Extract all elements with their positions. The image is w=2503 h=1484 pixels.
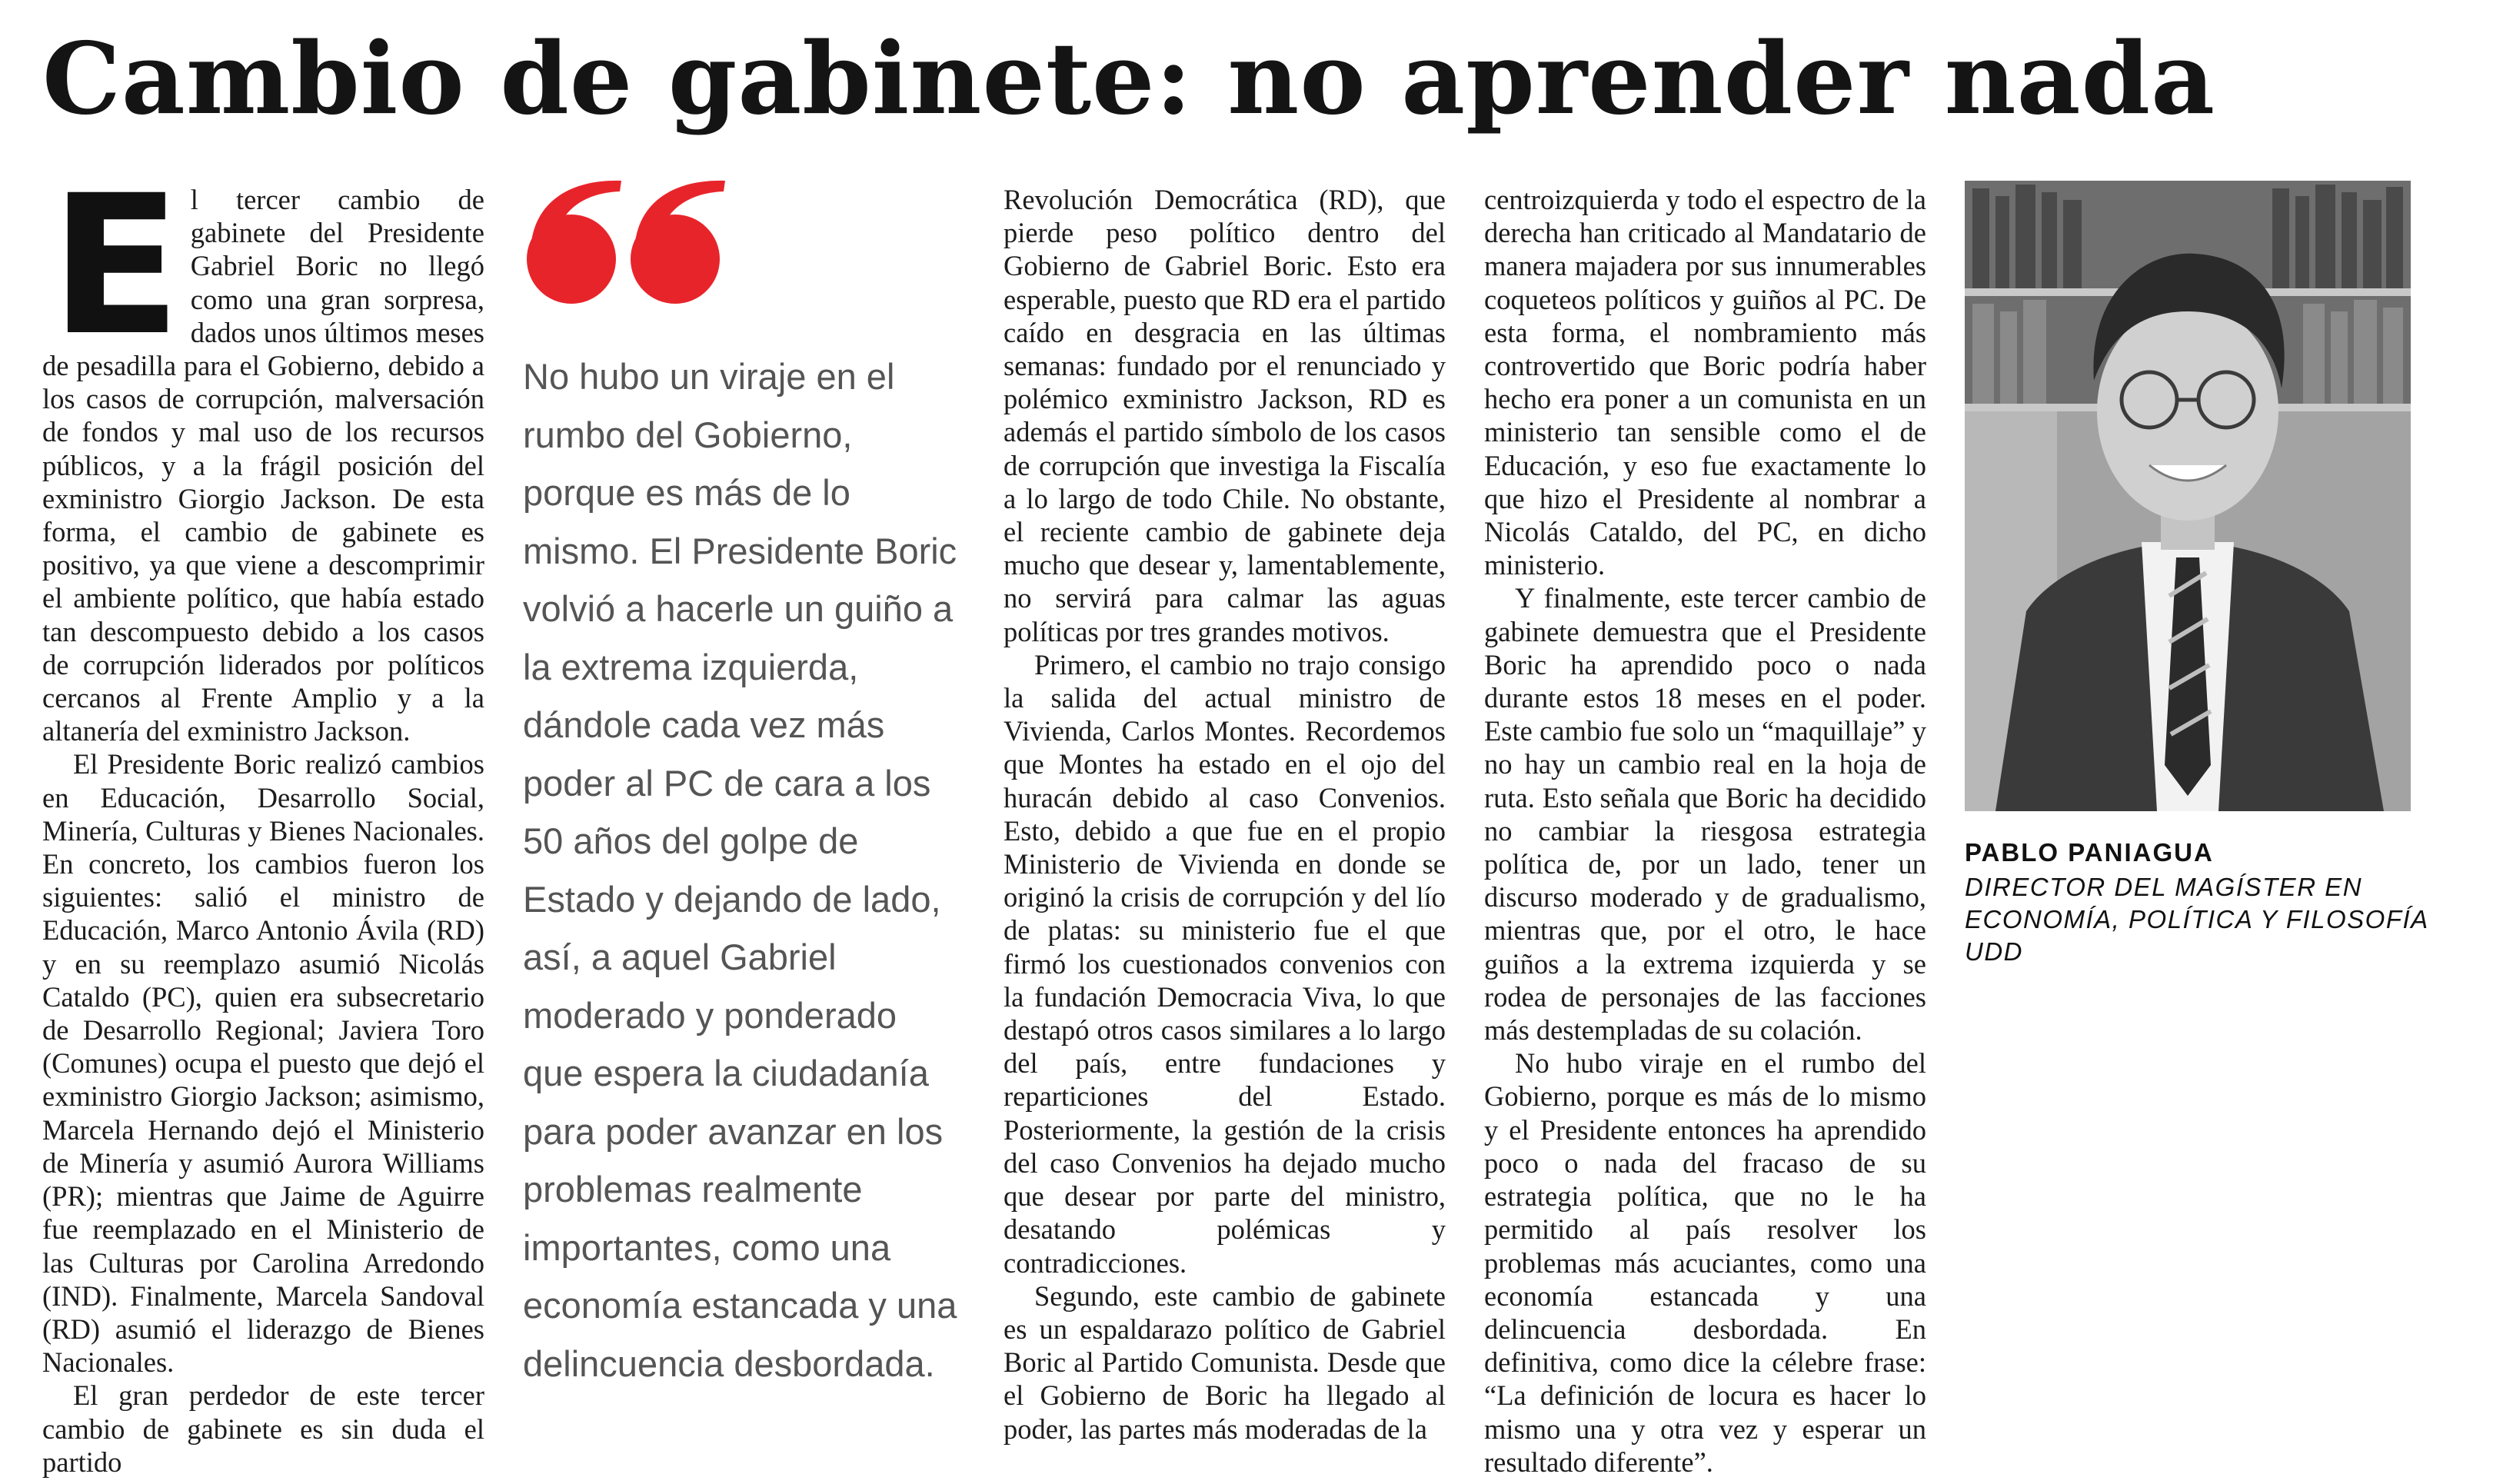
headline: Cambio de gabinete: no aprender nada xyxy=(42,22,2215,137)
pull-quote: No hubo un viraje en el rumbo del Gobierno, porque es más de lo mismo. El Presidente Boric volvió a hacerle un guiño a la extrema izquierda, dándole cada vez más poder al PC de cara a los 50 años del golpe de Estado y dejando de lado, así, a aquel Gabriel moderado y ponderado que espera la ciudadanía para poder avanzar en los problemas realmente importantes, como una economía estancada y una delincuencia desbordada. xyxy=(523,356,957,1384)
quotation-mark-icon xyxy=(521,173,737,311)
paragraph: El Presidente Boric realizó cambios en Educación, Desarrollo Social, Minería, Culturas y Bienes Nacionales. En concreto, los cambios fueron los siguientes: salió el ministro de Educación, Marco Antonio Ávila (RD) y en su reemplazo asumió Nicolás Cataldo (PC), quien era subsecretario de Desarrollo Regional; Javiera Toro (Comunes) ocupa el puesto que dejó el exministro Giorgio Jackson; asimismo, Marcela Hernando dejó el Ministerio de Minería y asumió Aurora Williams (PR); mientras que Jaime de Aguirre fue reemplazado en el Ministerio de las Culturas por Carolina Arredondo (IND). Finalmente, Marcela Sandoval (RD) asumió el liderazgo de Bienes Nacionales. xyxy=(42,748,484,1379)
paragraph: No hubo viraje en el rumbo del Gobierno, porque es más de lo mismo y el Presidente entonces ha aprendido poco o nada del fracaso de su estrategia política, que no le ha permitido al país resolver los problemas más acuciantes, como una economía estancada y una delincuencia desbordada. En definitiva, como dice la célebre frase: “La definición de locura es hacer lo mismo una y otra vez y esperar un resultado diferente”. xyxy=(1484,1047,1926,1478)
paragraph: Segundo, este cambio de gabinete es un espaldarazo político de Gabriel Boric al Partido Comunista. Desde que el Gobierno de Boric ha llegado al poder, las partes más moderadas de la xyxy=(1004,1279,1446,1445)
author-title: DIRECTOR DEL MAGÍSTER EN ECONOMÍA, POLÍTICA Y FILOSOFÍA UDD xyxy=(1965,873,2428,966)
article-column-3 xyxy=(1004,183,1446,1446)
paragraph: Revolución Democrática (RD), que pierde peso político dentro del Gobierno de Gabriel Boric. Esto era esperable, puesto que RD era el partido caído en desgracia en las últimas semanas: fundado por el renunciado y polémico exministro Jackson, RD es además el partido símbolo de los casos de corrupción que investiga la Fiscalía a lo largo de todo Chile. No obstante, el reciente cambio de gabinete deja mucho que desear y, lamentablemente, no servirá para calmar las aguas políticas por tres grandes motivos. xyxy=(1004,184,1446,647)
article-column-1 xyxy=(42,154,484,1479)
paragraph: El gran perdedor de este tercer cambio de gabinete es sin duda el partido xyxy=(42,1379,484,1478)
paragraph: Primero, el cambio no trajo consigo la salida del actual ministro de Vivienda, Carlos Montes. Recordemos que Montes ha estado en el ojo del huracán debido al caso Convenios. Esto, debido a que fue en el propio Ministerio de Vivienda en donde se originó la crisis de corrupción y del lío de platas: su ministerio fue el que firmó los cuestionados convenios con la fundación Democracia Viva, lo que destapó otros casos similares a lo largo del país, entre fundaciones y reparticiones del Estado. Posteriormente, la gestión de la crisis del caso Convenios ha dejado mucho que desear por parte del ministro, desatando polémicas y contradicciones. xyxy=(1004,648,1446,1279)
drop-cap: E xyxy=(50,154,181,378)
author-portrait-image xyxy=(1965,181,2411,811)
article-column-4 xyxy=(1484,183,1926,1479)
paragraph: centroizquierda y todo el espectro de la derecha han criticado al Mandatario de manera majadera por sus innumerables coqueteos políticos y guiños al PC. De esta forma, el nombramiento más controvertido que Boric podría haber hecho era poner a un comunista en un ministerio tan sensible como el de Educación, y eso fue exactamente lo que hizo el Presidente al nombrar a Nicolás Cataldo, del PC, en dicho ministerio. xyxy=(1484,184,1926,581)
author-name: PABLO PANIAGUA xyxy=(1965,838,2214,867)
paragraph: l tercer cambio de gabinete del Presidente Gabriel Boric no llegó como una gran sorpresa, dados unos últimos meses de pesadilla para el Gobierno, debido a los casos de corrupción, malversación de fondos y mal uso de los recursos públicos, y a la frágil posición del exministro Giorgio Jackson. De esta forma, el cambio de gabinete es positivo, ya que viene a descomprimir el ambiente político, que había estado tan descompuesto debido a los casos de corrupción liderados por políticos cercanos al Frente Amplio y a la altanería del exministro Jackson. xyxy=(42,184,484,747)
author-photo xyxy=(1965,181,2411,811)
paragraph: Y finalmente, este tercer cambio de gabinete demuestra que el Presidente Boric ha aprendido poco o nada durante estos 18 meses en el poder. Este cambio fue solo un “maquillaje” y no hay un cambio real en la hoja de ruta. Esto señala que Boric ha decidido no cambiar la riesgosa estrategia política de, por un lado, tener un discurso moderado y de gradualismo, mientras que, por el otro, le hace guiños a la extrema izquierda y se rodea de personajes de las facciones más destempladas de su colación. xyxy=(1484,582,1926,1046)
